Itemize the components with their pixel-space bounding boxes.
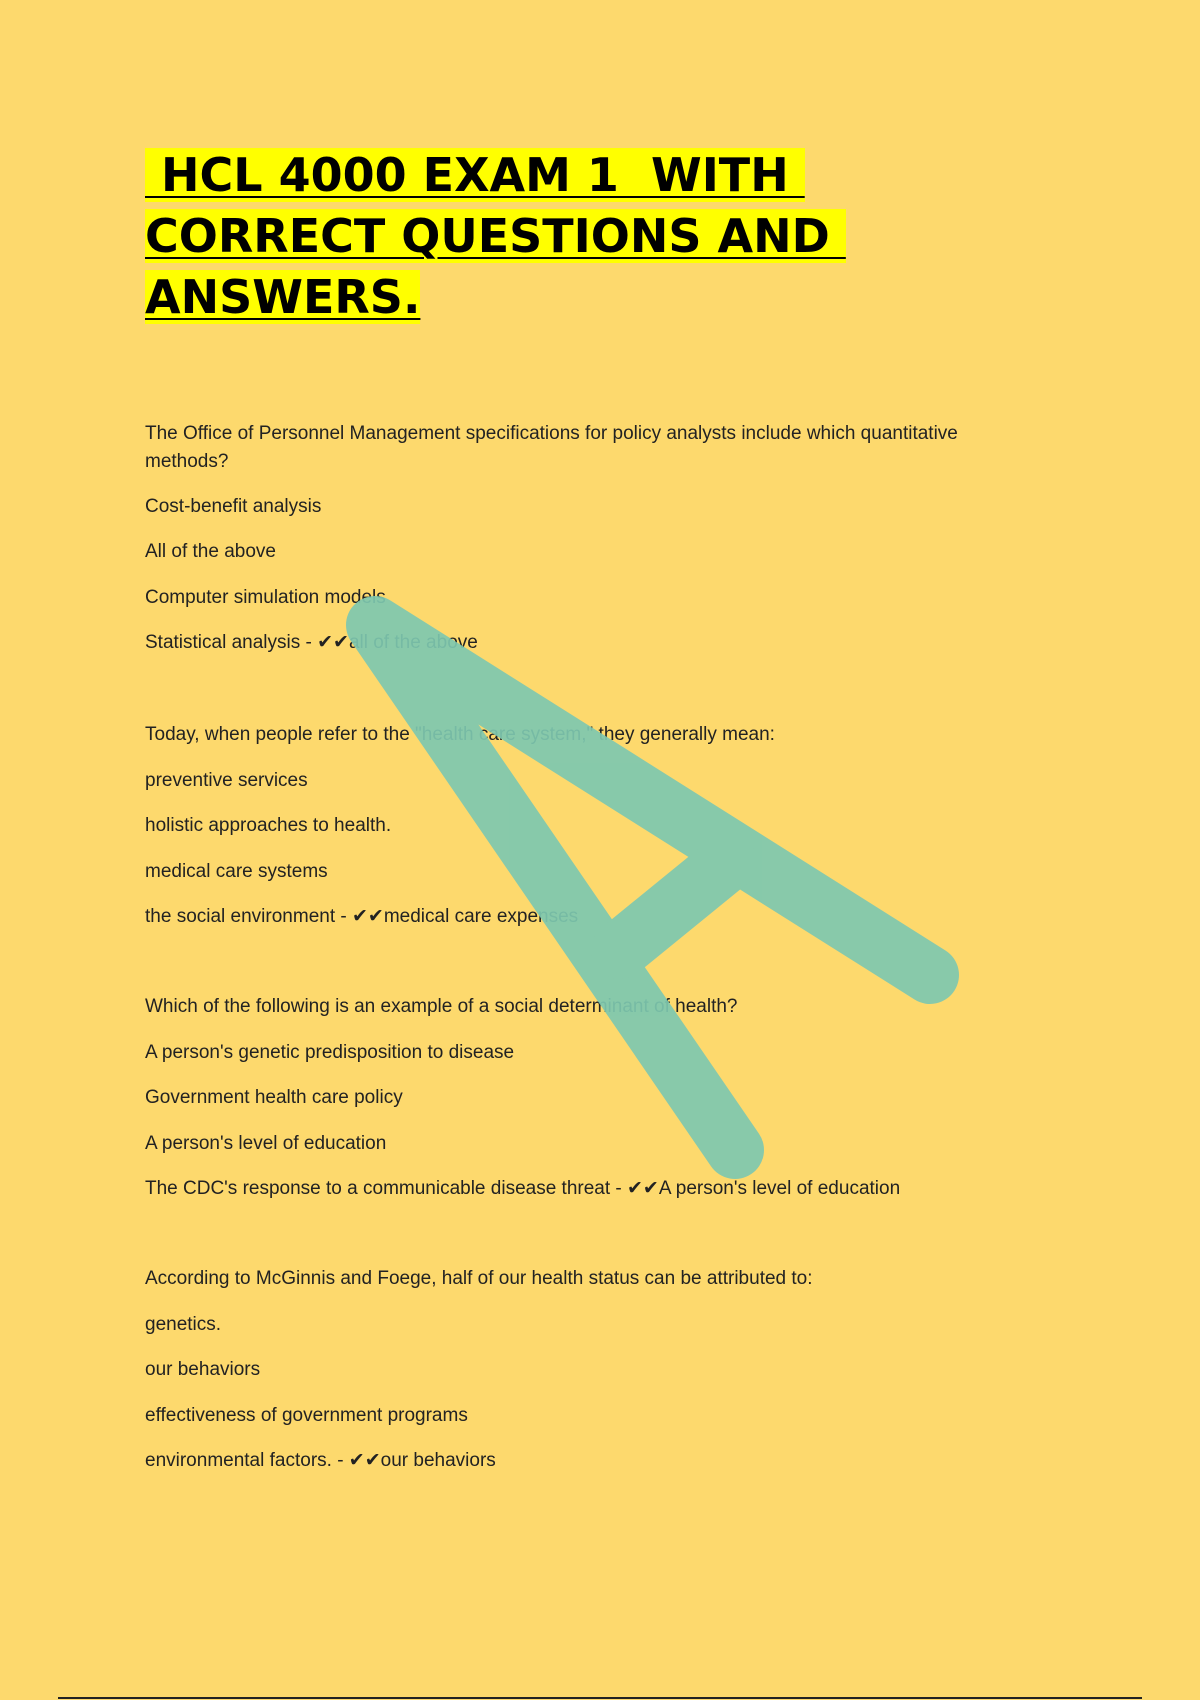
footer-divider <box>58 1697 1142 1699</box>
answer-option: Computer simulation models <box>145 587 386 608</box>
title-line-2: CORRECT QUESTIONS AND <box>145 209 846 263</box>
question-text: According to McGinnis and Foege, half of our health status can be attributed to: <box>145 1268 813 1289</box>
question-text: Today, when people refer to the "health care system," they generally mean: <box>145 724 775 745</box>
title-line-3: ANSWERS. <box>145 270 421 324</box>
answer-option: A person's level of education <box>145 1133 387 1154</box>
answer-option: Government health care policy <box>145 1087 403 1108</box>
answer-with-correct: environmental factors. - ✔✔our behaviors <box>145 1450 496 1471</box>
answer-option: All of the above <box>145 541 276 562</box>
document-title <box>145 145 945 328</box>
answer-option: A person's genetic predisposition to disease <box>145 1042 515 1063</box>
question-block-1 <box>145 420 1045 653</box>
answer-option: medical care systems <box>145 861 328 882</box>
answer-option: effectiveness of government programs <box>145 1405 468 1426</box>
answer-option: our behaviors <box>145 1359 261 1380</box>
question-text: Which of the following is an example of a social determinant of health? <box>145 996 738 1017</box>
answer-option: holistic approaches to health. <box>145 815 392 836</box>
answer-with-correct: The CDC's response to a communicable disease threat - ✔✔A person's level of education <box>145 1178 901 1199</box>
answer-option: genetics. <box>145 1314 222 1335</box>
question-block-2 <box>145 721 1045 927</box>
answer-with-correct: Statistical analysis - ✔✔all of the above <box>145 632 478 653</box>
question-block-3 <box>145 993 1045 1199</box>
question-text: The Office of Personnel Management specifications for policy analysts include which quantitative methods? <box>145 423 958 472</box>
answer-option: preventive services <box>145 770 308 791</box>
title-line-1: HCL 4000 EXAM 1 WITH <box>145 148 805 202</box>
answer-with-correct: the social environment - ✔✔medical care expenses <box>145 906 579 927</box>
question-block-4 <box>145 1265 1045 1471</box>
answer-option: Cost-benefit analysis <box>145 496 322 517</box>
